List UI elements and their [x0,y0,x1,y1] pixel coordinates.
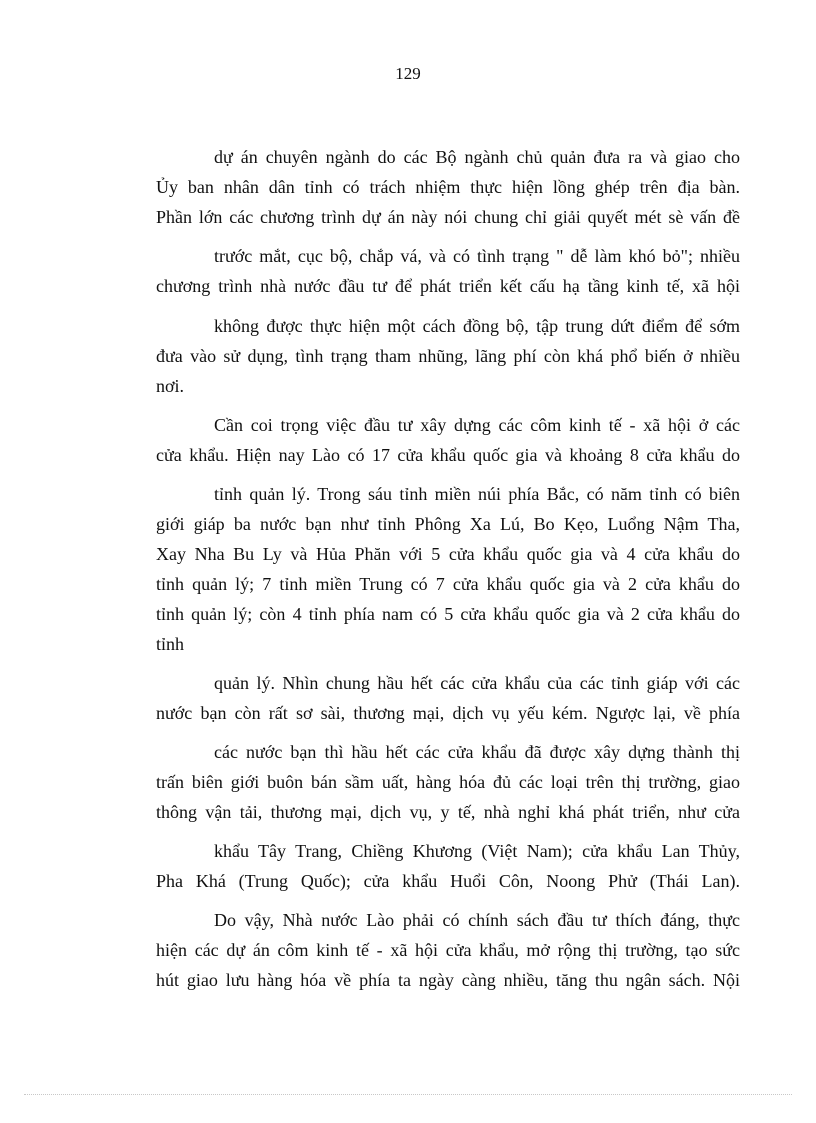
text-line: không được thực hiện một cách đồng bộ, tập trung dứt điểm để sớm [214,316,740,336]
text-line: hút giao lưu hàng hóa về phía ta ngày càng nhiều, tăng thu ngân sách. Nội [156,970,740,990]
text-line: tỉnh quản lý; còn 4 tỉnh phía nam có 5 cửa khẩu quốc gia và 2 cửa khẩu do [156,604,740,624]
text-line: Phần lớn các chương trình dự án này nói chung chỉ giải quyết mét sè vấn đề [156,207,740,227]
text-line: Do vậy, Nhà nước Lào phải có chính sách đầu tư thích đáng, thực [214,910,740,930]
text-line: các nước bạn thì hầu hết các cửa khẩu đã được xây dựng thành thị [214,742,740,762]
text-line: tỉnh quản lý; 7 tỉnh miền Trung có 7 cửa khẩu quốc gia và 2 cửa khẩu do [156,574,740,594]
text-line: quản lý. Nhìn chung hầu hết các cửa khẩu của các tỉnh giáp với các [214,673,740,693]
text-line: thông vận tải, thương mại, dịch vụ, y tế, nhà nghỉ khá phát triển, như cửa [156,802,740,822]
text-line: khẩu Tây Trang, Chiềng Khương (Việt Nam); cửa khẩu Lan Thủy, [214,841,740,861]
text-line: dự án chuyên ngành do các Bộ ngành chủ quản đưa ra và giao cho [214,147,740,167]
text-line: trấn biên giới buôn bán sầm uất, hàng hóa đủ các loại trên thị trường, giao [156,772,740,792]
text-line: Ủy ban nhân dân tỉnh có trách nhiệm thực hiện lồng ghép trên địa bàn. [156,177,740,197]
text-line: nước bạn còn rất sơ sài, thương mại, dịch vụ yếu kém. Ngược lại, về phía [156,703,740,723]
text-line: Pha Khá (Trung Quốc); cửa khẩu Huổi Côn, Noong Phử (Thái Lan). [156,871,740,891]
text-line: Xay Nha Bu Ly và Hủa Phăn với 5 cửa khẩu quốc gia và 4 cửa khẩu do [156,544,740,564]
text-line: hiện các dự án côm kinh tế - xã hội cửa khẩu, mở rộng thị trường, tạo sức [156,940,740,960]
text-line: tỉnh quản lý. Trong sáu tỉnh miền núi phía Bắc, có năm tỉnh có biên [214,484,740,504]
text-line: chương trình nhà nước đầu tư để phát triển kết cấu hạ tầng kinh tế, xã hội [156,276,740,296]
text-line: nơi. [156,376,185,396]
page-number: 129 [395,64,421,83]
text-line: Cần coi trọng việc đầu tư xây dựng các côm kinh tế - xã hội ở các [214,415,740,435]
text-line: cửa khẩu. Hiện nay Lào có 17 cửa khẩu quốc gia và khoảng 8 cửa khẩu do [156,445,740,465]
text-line: tỉnh [156,634,185,654]
text-line: trước mắt, cục bộ, chắp vá, và có tình trạng " dễ làm khó bỏ"; nhiều [214,246,740,266]
text-line: giới giáp ba nước bạn như tỉnh Phông Xa Lú, Bo Kẹo, Luổng Nậm Tha, [156,514,740,534]
text-line: đưa vào sử dụng, tình trạng tham nhũng, lãng phí còn khá phổ biến ở nhiều [156,346,740,366]
footer-divider [24,1094,792,1095]
